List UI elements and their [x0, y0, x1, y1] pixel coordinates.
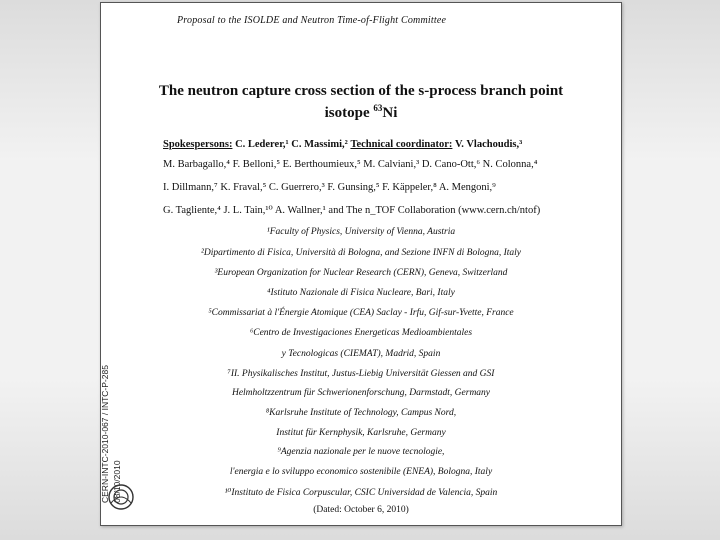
spokespersons-label: Spokespersons: — [163, 139, 233, 150]
affiliation-2: ²Dipartimento di Fisica, Università di Bologna, and Sezione INFN di Bologna, Italy — [200, 248, 521, 258]
affiliation-8b: Institut für Kernphysik, Karlsruhe, Germany — [276, 428, 446, 438]
affiliation-7a: ⁷II. Physikalisches Institut, Justus-Liebig Universität Giessen and GSI — [227, 369, 495, 379]
title-element: Ni — [382, 105, 398, 121]
document-title-line-2 — [101, 103, 621, 122]
author-line-2: M. Barbagallo,⁴ F. Belloni,⁵ E. Berthoumieux,⁵ M. Calviani,³ D. Cano-Ott,⁶ N. Colonna,⁴ — [163, 159, 538, 170]
affiliation-9b: l'energia e lo sviluppo economico sostenibile (ENEA), Bologna, Italy — [229, 467, 493, 477]
document-page — [100, 2, 622, 526]
document-id: CERN-INTC-2010-067 / INTC-P-285 — [100, 365, 110, 503]
author-line-4: G. Tagliente,⁴ J. L. Tain,¹⁰ A. Wallner,¹ and The n_TOF Collaboration (www.cern.ch/ntof) — [163, 205, 541, 216]
document-id-stamp — [99, 323, 125, 503]
affiliation-1: ¹Faculty of Physics, University of Vienna, Austria — [266, 227, 456, 237]
cern-logo-icon — [107, 483, 135, 511]
affiliation-8a: ⁸Karlsruhe Institute of Technology, Campus Nord, — [265, 408, 457, 418]
affiliation-6b: y Tecnologicas (CIEMAT), Madrid, Spain — [281, 349, 441, 359]
title-prefix: isotope — [324, 105, 374, 121]
affiliation-4: ⁴Istituto Nazionale di Fisica Nucleare, Bari, Italy — [267, 288, 455, 298]
dated-line: (Dated: October 6, 2010) — [313, 505, 409, 515]
affiliation-3: ³European Organization for Nuclear Research (CERN), Geneva, Switzerland — [214, 268, 508, 278]
affiliation-5: ⁵Commissariat à l'Énergie Atomique (CEA) Saclay - Irfu, Gif-sur-Yvette, France — [208, 308, 514, 318]
affiliation-6a: ⁶Centro de Investigaciones Energeticas Medioambientales — [249, 328, 473, 338]
document-date-stamp: 08/10/2010 — [112, 460, 122, 503]
title-mass-number: 63 — [373, 103, 383, 113]
affiliation-10: ¹⁰Instituto de Fisica Corpuscular, CSIC Universidad de Valencia, Spain — [224, 488, 498, 498]
author-line-3: I. Dillmann,⁷ K. Fraval,⁵ C. Guerrero,³ F. Gunsing,⁵ F. Käppeler,⁸ A. Mengoni,⁹ — [163, 182, 496, 193]
coordinator-name: V. Vlachoudis,³ — [455, 139, 523, 150]
affiliation-9a: ⁹Agenzia nazionale per le nuove tecnologie, — [277, 447, 445, 457]
proposal-header: Proposal to the ISOLDE and Neutron Time-of-Flight Committee — [177, 15, 447, 26]
document-title-line-1: The neutron capture cross section of the s-process branch point — [158, 83, 564, 99]
spokespersons-names: C. Lederer,¹ C. Massimi,² — [235, 139, 348, 150]
affiliation-7b: Helmholtzzentrum für Schwerionenforschung, Darmstadt, Germany — [231, 388, 491, 398]
author-line-1 — [163, 139, 603, 150]
coordinator-label: Technical coordinator: — [350, 139, 453, 150]
